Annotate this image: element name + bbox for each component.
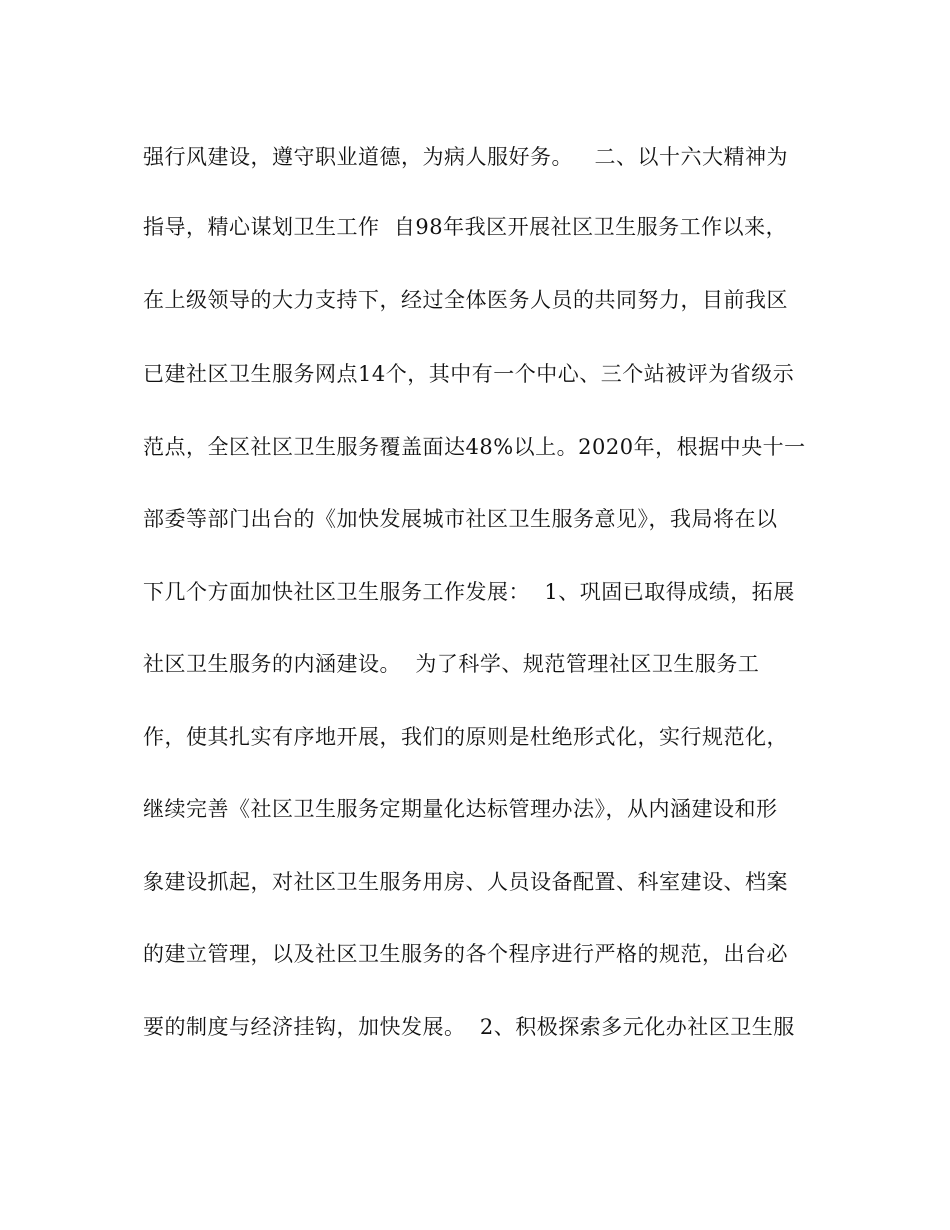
text-line: 社区卫生服务的内涵建设。 为了科学、规范管理社区卫生服务工 (143, 652, 760, 676)
text-line: 部委等部门出台的《加快发展城市社区卫生服务意见》，我局将在以 (143, 507, 778, 531)
text-line: 强行风建设，遵守职业道德，为病人服好务。 二、以十六大精神为 (143, 145, 789, 169)
text-line: 范点，全区社区卫生服务覆盖面达48%以上。2020年，根据中央十一 (143, 435, 806, 459)
text-line: 指导，精心谋划卫生工作 自98年我区开展社区卫生服务工作以来， (143, 215, 788, 239)
text-line: 继续完善《社区卫生服务定期量化达标管理办法》，从内涵建设和形 (143, 797, 778, 821)
text-line: 象建设抓起，对社区卫生服务用房、人员设备配置、科室建设、档案 (143, 870, 788, 894)
text-line: 要的制度与经济挂钩，加快发展。 2、积极探索多元化办社区卫生服 (143, 1015, 795, 1039)
text-line: 在上级领导的大力支持下，经过全体医务人员的共同努力，目前我区 (143, 288, 788, 312)
text-line: 已建社区卫生服务网点14个，其中有一个中心、三个站被评为省级示 (143, 362, 795, 386)
text-line: 的建立管理，以及社区卫生服务的各个程序进行严格的规范，出台必 (143, 942, 788, 966)
text-line: 作，使其扎实有序地开展，我们的原则是杜绝形式化，实行规范化， (143, 725, 788, 749)
text-line: 下几个方面加快社区卫生服务工作发展： 1、巩固已取得成绩，拓展 (143, 580, 795, 604)
